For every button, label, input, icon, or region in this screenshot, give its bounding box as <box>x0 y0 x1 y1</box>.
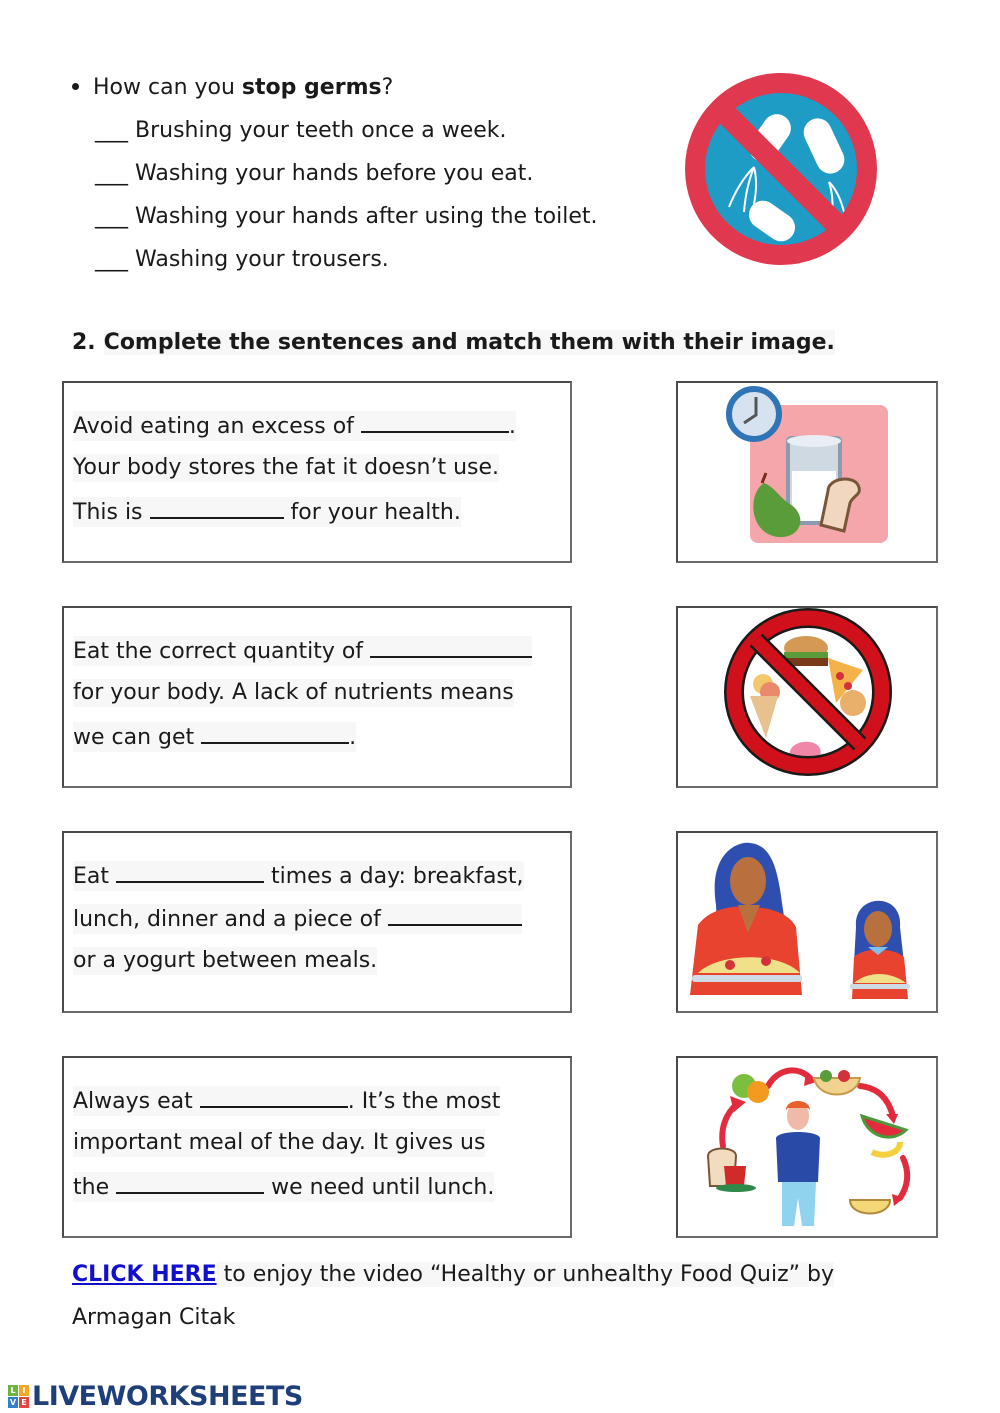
question-suffix: ? <box>381 75 394 100</box>
line-text: the <box>73 1175 117 1200</box>
fill-blank[interactable] <box>201 722 349 744</box>
daily-meals-cycle-icon <box>678 1058 936 1236</box>
video-link-line <box>72 1261 834 1289</box>
family-serving-pasta-icon <box>678 833 936 1011</box>
sentence-line <box>73 722 356 752</box>
line-text: . <box>349 725 357 750</box>
line-text: we need until lunch. <box>264 1175 495 1200</box>
line-text: important meal of the day. It gives us <box>73 1130 486 1155</box>
line-text: This is <box>73 500 150 525</box>
sentence-line <box>73 1086 500 1116</box>
fill-blank[interactable] <box>370 636 532 658</box>
image-box-4[interactable] <box>676 1056 938 1238</box>
question-text: How can you <box>93 75 242 100</box>
brand-name: LIVEWORKSHEETS <box>32 1380 303 1412</box>
sentence-box-3 <box>62 831 572 1013</box>
image-box-1[interactable] <box>676 381 938 563</box>
line-text: lunch, dinner and a piece of <box>73 907 388 932</box>
fill-blank[interactable] <box>361 411 509 433</box>
section-title-text: Complete the sentences and match them with their image. <box>103 330 835 355</box>
healthy-snack-clock-icon <box>678 383 936 561</box>
sentence-line <box>73 861 524 891</box>
bullet-icon <box>72 83 79 90</box>
no-junk-food-icon <box>678 608 936 786</box>
author-name: Armagan Citak <box>72 1305 236 1330</box>
sentence-line <box>73 497 461 527</box>
question-bold-text: stop germs <box>241 75 382 100</box>
sentence-box-2 <box>62 606 572 788</box>
liveworksheets-logo <box>8 1381 303 1411</box>
option-text: Washing your trousers. <box>135 247 389 272</box>
logo-letter: L <box>8 1385 18 1396</box>
video-description: to enjoy the video “Healthy or unhealthy Food Quiz” by <box>216 1262 834 1287</box>
fill-blank[interactable] <box>200 1086 348 1108</box>
fill-blank[interactable] <box>116 861 264 883</box>
line-text: or a yogurt between meals. <box>73 948 378 973</box>
answer-blank[interactable]: ___ <box>95 161 128 186</box>
line-text: . <box>508 414 516 439</box>
image-box-2[interactable] <box>676 606 938 788</box>
sentence-line <box>73 411 516 441</box>
fill-blank[interactable] <box>150 497 284 519</box>
option-text: Washing your hands before you eat. <box>135 161 534 186</box>
line-text: Avoid eating an excess of <box>73 414 361 439</box>
image-box-3[interactable] <box>676 831 938 1013</box>
fill-blank[interactable] <box>388 904 522 926</box>
option-4[interactable] <box>95 246 389 274</box>
line-text: Your body stores the fat it doesn’t use. <box>73 455 500 480</box>
option-2[interactable] <box>95 160 533 188</box>
line-text: . It’s the most <box>347 1089 501 1114</box>
sentence-line <box>73 636 532 666</box>
fill-blank[interactable] <box>116 1172 264 1194</box>
sentence-box-4 <box>62 1056 572 1238</box>
section-number: 2. <box>72 330 96 355</box>
line-text: Eat the correct quantity of <box>73 639 371 664</box>
no-germs-icon <box>684 72 878 266</box>
answer-blank[interactable]: ___ <box>95 118 128 143</box>
logo-letter: V <box>9 1397 17 1407</box>
logo-letter: E <box>19 1397 29 1408</box>
line-text: for your health. <box>283 500 461 525</box>
line-text: Always eat <box>73 1089 200 1114</box>
line-text: for your body. A lack of nutrients means <box>73 680 514 705</box>
click-here-link[interactable]: CLICK HERE <box>72 1262 217 1287</box>
sentence-line <box>73 679 514 707</box>
line-text: times a day: breakfast, <box>264 864 524 889</box>
answer-blank[interactable]: ___ <box>95 247 128 272</box>
sentence-line <box>73 904 522 934</box>
question-stop-germs <box>72 74 393 102</box>
option-1[interactable] <box>95 117 507 145</box>
line-text: we can get <box>73 725 202 750</box>
sentence-box-1 <box>62 381 572 563</box>
option-text: Brushing your teeth once a week. <box>135 118 507 143</box>
sentence-line <box>73 947 377 975</box>
sentence-line <box>73 1172 494 1202</box>
line-text: Eat <box>73 864 117 889</box>
live-grid-icon <box>8 1385 29 1408</box>
sentence-line <box>73 1129 485 1157</box>
option-3[interactable] <box>95 203 598 231</box>
answer-blank[interactable]: ___ <box>95 204 128 229</box>
sentence-line <box>73 454 499 482</box>
option-text: Washing your hands after using the toilet. <box>135 204 598 229</box>
logo-letter: I <box>19 1385 29 1396</box>
section-2-title <box>72 329 835 357</box>
